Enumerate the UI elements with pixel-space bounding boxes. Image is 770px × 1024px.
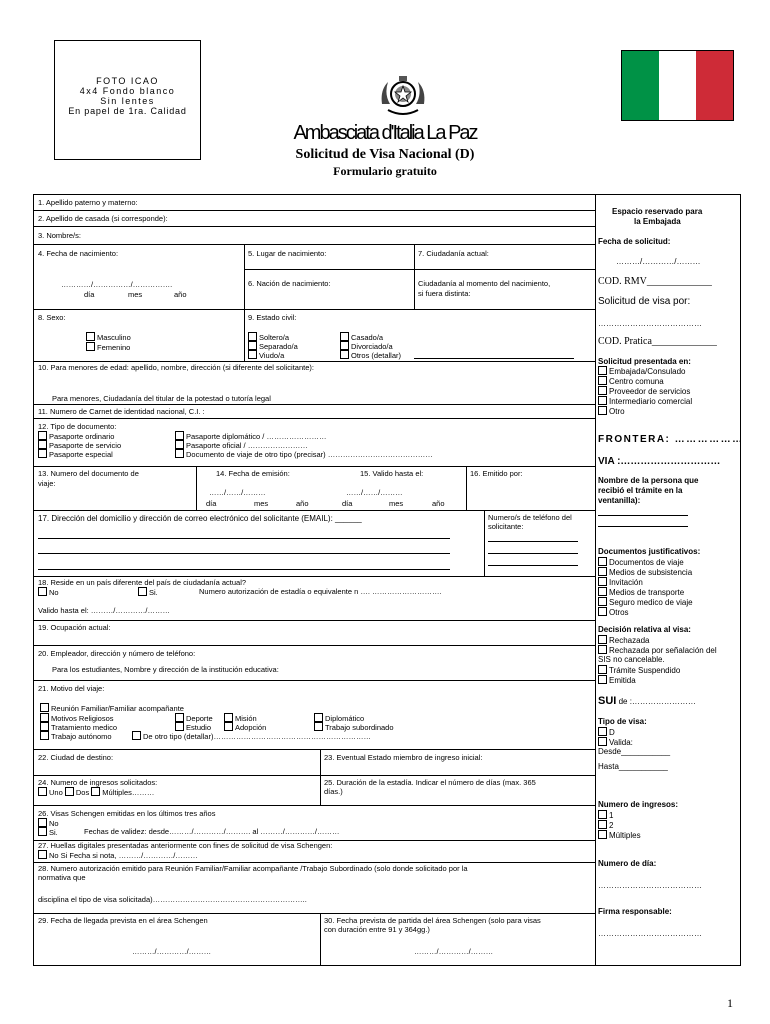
field-3-label: 3. Nombre/s: <box>38 231 81 240</box>
checkbox[interactable] <box>598 376 607 385</box>
checkbox[interactable] <box>598 635 607 644</box>
checkbox[interactable] <box>598 675 607 684</box>
checkbox[interactable] <box>314 722 323 731</box>
checkbox[interactable] <box>598 727 607 736</box>
field-13-label-1: 13. Numero del documento de <box>38 469 139 478</box>
checkbox[interactable] <box>40 722 49 731</box>
checkbox[interactable] <box>86 342 95 351</box>
application-date-value: ………/…………/……… <box>616 257 701 266</box>
embassy-name: Ambasciata d'Italia La Paz <box>293 122 477 144</box>
checkbox[interactable] <box>138 587 147 596</box>
option-label: Seguro medico de viaje <box>609 598 693 607</box>
cod-rmv-label: COD. RMV_____________ <box>598 276 712 287</box>
checkbox[interactable] <box>340 350 349 359</box>
option-label: Uno <box>49 788 63 797</box>
checkbox-uno[interactable] <box>38 787 47 796</box>
flag-white-stripe <box>659 51 696 120</box>
option-label: Otros (detallar) <box>351 351 402 360</box>
field-20-label: 20. Empleador, dirección y número de teléfono: <box>38 649 196 658</box>
field-20b-label: Para los estudiantes, Nombre y dirección de la institución educativa: <box>52 665 279 674</box>
option-label: Medios de transporte <box>609 588 685 597</box>
field-18-number: Numero autorización de estadía o equivalente n …. ………………………. <box>199 587 442 596</box>
days-line: ………………………………… <box>598 881 702 890</box>
field-6-label: 6. Nación de nacimiento: <box>248 279 331 288</box>
residence-no-option[interactable] <box>38 587 59 597</box>
option-label: No Si Fecha si nota, ………/…………/……… <box>49 851 198 860</box>
sui-label <box>598 696 696 707</box>
field-11-label: 11. Numero de Carnet de identidad nacional, C.I. : <box>38 407 205 416</box>
option-label: Centro comuna <box>609 377 664 386</box>
option-label: Estudio <box>186 723 212 732</box>
checkbox[interactable] <box>248 332 257 341</box>
field-10b-label: Para menores, Ciudadanía del titular de la potestad o tutoría legal <box>52 394 271 403</box>
motivo-adopcion-option[interactable] <box>224 722 266 732</box>
option-label: Femenino <box>97 343 131 352</box>
date-year-caption: año <box>432 499 445 508</box>
field-9-label: 9. Estado civil: <box>248 313 297 322</box>
date-year-caption: año <box>174 290 187 299</box>
option-label: Si. <box>149 588 158 597</box>
motivo-reunion-option[interactable] <box>40 703 184 713</box>
decision-sis-option-2: SIS no cancelable. <box>598 655 665 664</box>
option-label: No <box>49 588 59 597</box>
signature-line: ………………………………… <box>598 929 702 938</box>
option-label: Intermediario comercial <box>609 397 693 406</box>
checkbox-dos[interactable] <box>65 787 74 796</box>
decision-emitida-option[interactable] <box>598 675 636 686</box>
field-13-label-2: viaje: <box>38 479 56 488</box>
checkbox[interactable] <box>38 449 47 458</box>
checkbox[interactable] <box>598 366 607 375</box>
visa-by-label: Solicitud de visa por: <box>598 296 691 307</box>
sex-male-option[interactable] <box>86 332 131 342</box>
option-label: Separado/a <box>259 342 298 351</box>
option-label: Valida: <box>609 738 633 747</box>
date-month-caption: mes <box>128 290 143 299</box>
field-26-dates: Fechas de validez: desde………/…………/………. al ………/…………/……… <box>84 827 340 836</box>
option-label: Rechazada <box>609 636 650 645</box>
field-15-date: ……/……/……… <box>346 488 403 497</box>
option-label: Masculino <box>97 333 131 342</box>
reserved-space-title-2: la Embajada <box>634 217 681 226</box>
option-label: Múltiples <box>609 831 641 840</box>
field-30-label-1: 30. Fecha prevista de partida del área Schengen (solo para visas <box>324 916 541 925</box>
option-label: Documento de viaje de otro tipo (precisar) …………………………………… <box>186 450 433 459</box>
checkbox[interactable] <box>38 850 47 859</box>
option-label: Reunión Familiar/Familiar acompañante <box>51 704 184 713</box>
checkbox[interactable] <box>340 332 349 341</box>
italian-flag <box>621 50 734 121</box>
field-21-label: 21. Motivo del viaje: <box>38 684 105 693</box>
checkbox-multiples[interactable] <box>91 787 100 796</box>
field-1-label: 1. Apellido paterno y materno: <box>38 198 138 207</box>
option-label: De otro tipo (detallar)……………………………………………………… <box>143 732 371 741</box>
option-label: Si. <box>49 828 58 837</box>
checkbox[interactable] <box>598 737 607 746</box>
checkbox[interactable] <box>86 332 95 341</box>
visa-type-label: Tipo de visa: <box>598 717 647 726</box>
entries-label: Numero de ingresos: <box>598 800 679 809</box>
field-4-label: 4. Fecha de nacimiento: <box>38 249 119 258</box>
motivo-otro-option[interactable] <box>132 731 371 741</box>
checkbox[interactable] <box>40 731 49 740</box>
checkbox[interactable] <box>132 731 141 740</box>
field-17-tel-label-2: solicitante: <box>488 522 524 531</box>
field-4-date: …………/……………/……………. <box>61 280 173 289</box>
checkbox[interactable] <box>598 607 607 616</box>
visa-from-field: Desde___________ <box>598 747 671 756</box>
field-14-label: 14. Fecha de emisión: <box>216 469 290 478</box>
field-28-label-2: normativa que <box>38 873 86 882</box>
field-23-label: 23. Eventual Estado miembro de ingreso inicial: <box>324 753 483 762</box>
option-label: Rechazada por señalación del <box>609 646 717 655</box>
checkbox[interactable] <box>175 440 184 449</box>
field-15-label: 15. Valido hasta el: <box>360 469 424 478</box>
checkbox[interactable] <box>38 431 47 440</box>
option-label: Tratamiento medico <box>51 723 117 732</box>
checkbox[interactable] <box>224 713 233 722</box>
field-17-label: 17. Dirección del domicilio y dirección de correo electrónico del solicitante (EMAIL): ______ <box>38 514 362 523</box>
option-label: Soltero/a <box>259 333 290 342</box>
receiver-label-2: recibió el trámite en la <box>598 486 683 495</box>
field-17-tel-label-1: Numero/s de teléfono del <box>488 513 572 522</box>
photo-line-2: 4x4 Fondo blanco <box>79 86 176 96</box>
option-label: Trabajo autónomo <box>51 732 112 741</box>
checkbox[interactable] <box>175 713 184 722</box>
field-28-label-1: 28. Numero autorización emitido para Reunión Familiar/Familiar acompañante /Trabajo Subordinado (solo donde solicitado por la <box>38 864 468 873</box>
frontera-label: FRONTERA: ……………… <box>598 434 744 445</box>
option-label: Múltiples……… <box>102 788 155 797</box>
field-30-date: ………/…………/……… <box>414 947 494 956</box>
field-8-label: 8. Sexo: <box>38 313 66 322</box>
days-label: Numero de día: <box>598 859 657 868</box>
photo-line-1: FOTO ICAO <box>96 76 159 86</box>
cod-pratica-label: COD. Pratica_____________ <box>598 336 717 347</box>
photo-line-3: Sin lentes <box>100 96 155 106</box>
option-label: Deporte <box>186 714 213 723</box>
checkbox[interactable] <box>314 713 323 722</box>
option-label: Otros <box>609 608 629 617</box>
motivo-trabajo-option[interactable] <box>40 731 112 741</box>
field-28-label-3: disciplina el tipo de visa solicitada)…………………………………………………….. <box>38 895 307 904</box>
field-12-label: 12. Tipo de documento: <box>38 422 117 431</box>
checkbox[interactable] <box>598 830 607 839</box>
option-label: Trámite Suspendido <box>609 666 681 675</box>
checkbox[interactable] <box>38 440 47 449</box>
field-7b-label-1: Ciudadanía al momento del nacimiento, <box>418 279 551 288</box>
checkbox[interactable] <box>598 406 607 415</box>
option-label: Embajada/Consulado <box>609 367 686 376</box>
option-label: Viudo/a <box>259 351 285 360</box>
date-month-caption: mes <box>389 499 404 508</box>
checkbox[interactable] <box>598 820 607 829</box>
field-27-options[interactable] <box>38 850 198 860</box>
field-24-label: 24. Numero de ingresos solicitados: <box>38 778 158 787</box>
date-day-caption: día <box>84 290 95 299</box>
option-label: Invitación <box>609 578 643 587</box>
doc-otro-option[interactable] <box>175 449 433 459</box>
form-subtitle: Formulario gratuito <box>333 164 437 178</box>
field-25-label-1: 25. Duración de la estadía. Indicar el número de días (max. 365 <box>324 778 536 787</box>
reserved-space-title-1: Espacio reservado para <box>612 207 703 216</box>
option-label: Misión <box>235 714 257 723</box>
checkbox[interactable] <box>38 818 47 827</box>
checkbox[interactable] <box>598 645 607 654</box>
option-label: Diplomático <box>325 714 365 723</box>
sui-value: de :…………………… <box>616 697 696 706</box>
option-label: Adopción <box>235 723 267 732</box>
field-18-label: 18. Reside en un país diferente del país de ciudadanía actual? <box>38 578 247 587</box>
option-label: Documentos de viaje <box>609 558 684 567</box>
receiver-label-3: ventanilla): <box>598 496 641 505</box>
checkbox[interactable] <box>598 567 607 576</box>
page-number: 1 <box>727 996 733 1010</box>
checkbox[interactable] <box>40 703 49 712</box>
form-title: Solicitud de Visa Nacional (D) <box>295 147 475 162</box>
visa-until-field: Hasta___________ <box>598 762 668 771</box>
via-label: VIA :………………………… <box>598 456 721 467</box>
signature-label: Firma responsable: <box>598 907 672 916</box>
option-label: Medios de subsistencia <box>609 568 693 577</box>
checkbox[interactable] <box>224 722 233 731</box>
option-label: Emitida <box>609 676 636 685</box>
field-2-label: 2. Apellido de casada (si corresponde): <box>38 214 168 223</box>
date-day-caption: día <box>342 499 353 508</box>
field-29-label: 29. Fecha de llegada prevista en el área Schengen <box>38 916 208 925</box>
option-label: No <box>49 819 59 828</box>
option-label: Casado/a <box>351 333 384 342</box>
checkbox[interactable] <box>598 597 607 606</box>
checkbox[interactable] <box>248 350 257 359</box>
option-label: Otro <box>609 407 625 416</box>
application-date-label: Fecha de solicitud: <box>598 237 671 246</box>
field-19-label: 19. Ocupación actual: <box>38 623 111 632</box>
field-5-label: 5. Lugar de nacimiento: <box>248 249 327 258</box>
civil-otros-option[interactable] <box>340 350 401 360</box>
option-label: 1 <box>609 811 614 820</box>
presented-otro-option[interactable] <box>598 406 625 417</box>
flag-red-stripe <box>696 51 733 120</box>
decision-label: Decisión relativa al visa: <box>598 625 691 634</box>
visas-si-option[interactable] <box>38 827 58 837</box>
field-18-valid: Valido hasta el: ………/…………/……… <box>38 606 170 615</box>
date-year-caption: año <box>296 499 309 508</box>
option-label: 2 <box>609 821 614 830</box>
field-7-label: 7. Ciudadanía actual: <box>418 249 489 258</box>
photo-line-4: En papel de 1ra. Calidad <box>68 106 187 116</box>
flag-green-stripe <box>622 51 659 120</box>
checkbox[interactable] <box>598 557 607 566</box>
checkbox[interactable] <box>598 810 607 819</box>
option-label: Pasaporte oficial / …………………… <box>186 441 308 450</box>
motivo-subordinado-option[interactable] <box>314 722 394 732</box>
visa-form <box>33 194 744 966</box>
documents-label: Documentos justificativos: <box>598 547 701 556</box>
ingresos-options <box>38 787 154 797</box>
civil-viudo-option[interactable] <box>248 350 284 360</box>
sex-female-option[interactable] <box>86 342 130 352</box>
checkbox[interactable] <box>598 587 607 596</box>
checkbox[interactable] <box>598 577 607 586</box>
option-label: Pasaporte especial <box>49 450 113 459</box>
field-22-label: 22. Ciudad de destino: <box>38 753 114 762</box>
checkbox[interactable] <box>248 341 257 350</box>
doc-otros-option[interactable] <box>598 607 629 618</box>
doc-especial-option[interactable] <box>38 449 113 459</box>
field-7b-label-2: si fuera distinta: <box>418 289 471 298</box>
visa-by-line: ………………………………… <box>598 319 702 328</box>
field-26-label: 26. Visas Schengen emitidas en los últimos tres años <box>38 809 216 818</box>
presented-at-label: Solicitud presentada en: <box>598 357 691 366</box>
field-10-label: 10. Para menores de edad: apellido, nombre, dirección (si diferente del solicitante): <box>38 363 314 372</box>
sui-prefix: SUI <box>598 695 617 707</box>
option-label: Divorciado/a <box>351 342 393 351</box>
italian-emblem-icon <box>378 70 428 120</box>
field-30-label-2: con duración entre 91 y 364gg.) <box>324 925 430 934</box>
option-label: Pasaporte diplomático / …………………… <box>186 432 327 441</box>
checkbox[interactable] <box>175 431 184 440</box>
checkbox[interactable] <box>175 449 184 458</box>
option-label: D <box>609 728 615 737</box>
option-label: Motivos Religiosos <box>51 714 114 723</box>
checkbox[interactable] <box>38 827 47 836</box>
receiver-label-1: Nombre de la persona que <box>598 476 699 485</box>
entries-multiple-option[interactable] <box>598 830 641 841</box>
field-14-date: ……/……/……… <box>209 488 266 497</box>
checkbox[interactable] <box>598 665 607 674</box>
checkbox[interactable] <box>598 386 607 395</box>
option-label: Dos <box>75 788 90 797</box>
checkbox[interactable] <box>40 713 49 722</box>
checkbox[interactable] <box>38 587 47 596</box>
option-label: Pasaporte ordinario <box>49 432 115 441</box>
checkbox[interactable] <box>340 341 349 350</box>
field-16-label: 16. Emitido por: <box>470 469 523 478</box>
option-label: Trabajo subordinado <box>325 723 394 732</box>
field-29-date: ………/…………/……… <box>132 947 212 956</box>
checkbox[interactable] <box>175 722 184 731</box>
field-27-label: 27. Huellas digitales presentadas anteriormente con fines de solicitud de visa Schengen: <box>38 841 333 850</box>
checkbox[interactable] <box>598 396 607 405</box>
date-month-caption: mes <box>254 499 269 508</box>
date-day-caption: día <box>206 499 217 508</box>
field-25-label-2: días.) <box>324 787 343 796</box>
option-label: Pasaporte de servicio <box>49 441 122 450</box>
residence-si-option[interactable] <box>138 587 158 597</box>
option-label: Proveedor de servicios <box>609 387 691 396</box>
